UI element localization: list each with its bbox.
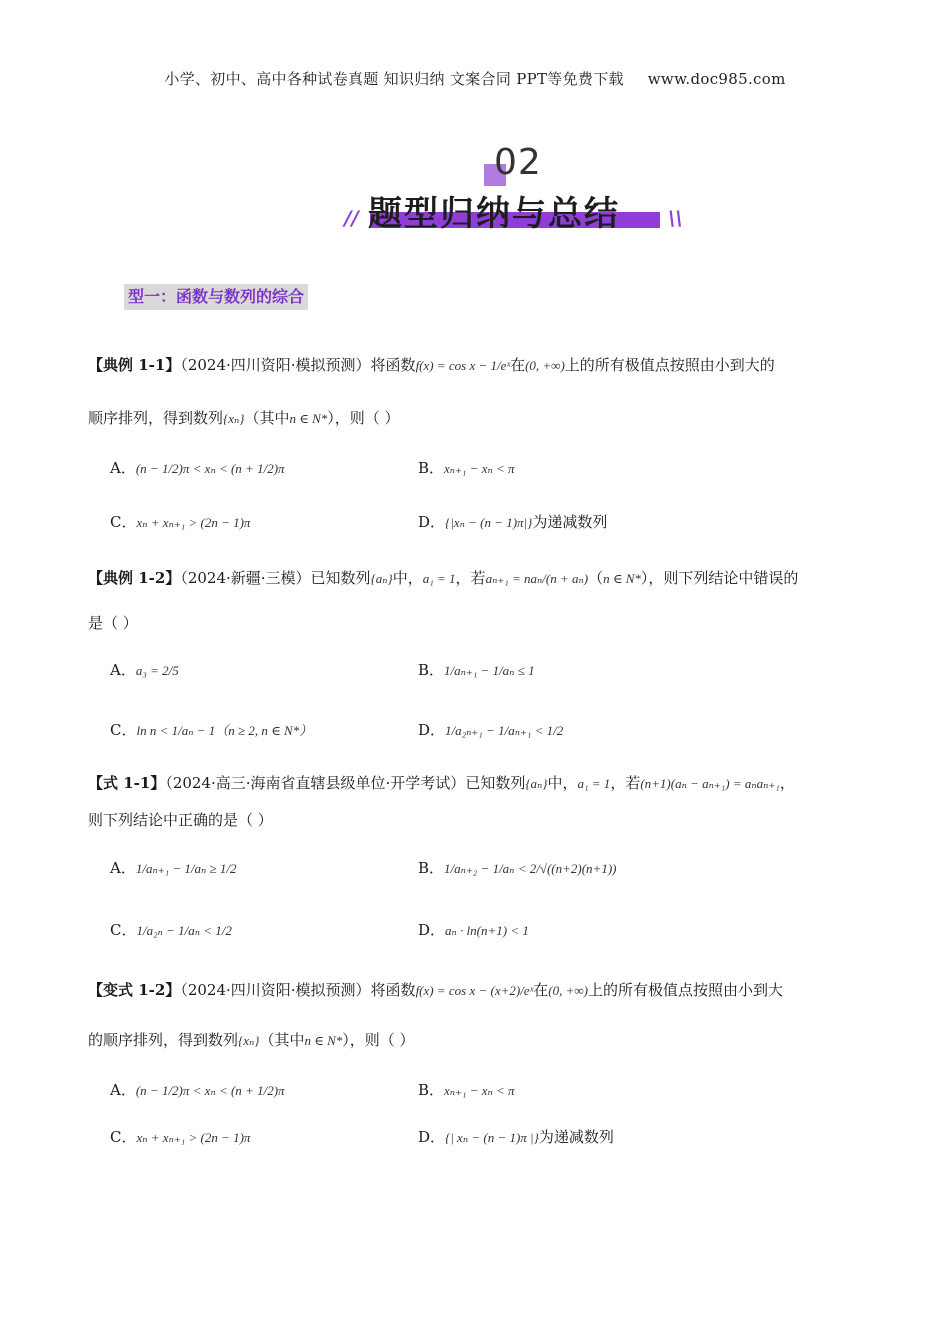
option-math: 1/a₂ₙ₊₁ − 1/aₙ₊₁ < 1/2 [445, 723, 564, 738]
question-4-line2 [88, 1030, 868, 1051]
question-text: 将函数 [370, 356, 416, 374]
option-text: 为递减数列 [538, 1128, 614, 1146]
question-text: ），则下列结论中错误的 [640, 569, 799, 587]
page-header [0, 68, 950, 89]
option-b[interactable] [418, 458, 515, 479]
banner-right-mark: \\ [668, 206, 683, 230]
option-b[interactable] [418, 660, 535, 681]
question-text: （其中 [259, 1031, 305, 1049]
math-expr: (0, +∞) [548, 983, 588, 998]
option-math: xₙ₊₁ − xₙ < π [444, 461, 515, 476]
banner-title: 题型归纳与总结 [368, 194, 620, 234]
question-source: （2024·四川资阳·模拟预测） [180, 356, 371, 374]
option-math: {|xₙ − (n − 1)π|} [445, 515, 533, 530]
question-text: 将函数 [370, 981, 416, 999]
option-label: C． [110, 921, 137, 939]
option-b[interactable] [418, 1080, 515, 1101]
option-math: xₙ₊₁ − xₙ < π [444, 1083, 515, 1098]
option-text: 为递减数列 [532, 513, 608, 531]
option-math: 1/aₙ₊₂ − 1/aₙ < 2/√((n+2)(n+1)) [444, 861, 617, 876]
option-label: A． [110, 859, 136, 877]
question-text: 顺序排列，得到数列 [88, 409, 224, 427]
math-expr: f(x) = cos x − 1/eˣ [415, 358, 511, 373]
option-c[interactable] [110, 920, 232, 941]
section-title: 型一：函数与数列的综合 [124, 284, 308, 310]
banner-number: 02 [494, 142, 542, 183]
question-4 [88, 980, 868, 1001]
question-text: （其中 [244, 409, 290, 427]
option-c[interactable] [110, 1127, 250, 1148]
question-1-line2 [88, 408, 868, 429]
option-a[interactable] [110, 858, 237, 879]
question-3 [88, 773, 868, 794]
question-text: 已知数列 [310, 569, 371, 587]
math-expr: {aₙ} [370, 571, 393, 586]
math-expr: a₁ = 1 [422, 571, 456, 586]
option-a[interactable] [110, 1080, 285, 1101]
option-a[interactable] [110, 458, 285, 479]
option-label: B． [418, 459, 445, 477]
question-text: 在 [533, 981, 549, 999]
option-math: xₙ + xₙ₊₁ > (2n − 1)π [136, 1130, 251, 1145]
option-label: D． [418, 1128, 446, 1146]
math-expr: n ∈ N* [289, 411, 328, 426]
section-banner [330, 142, 690, 242]
question-source: （2024·高三·海南省直辖县级单位·开学考试） [165, 774, 466, 792]
math-expr: a₁ = 1 [577, 776, 611, 791]
option-label: C． [110, 721, 137, 739]
option-math: (n − 1/2)π < xₙ < (n + 1/2)π [135, 461, 285, 476]
question-text: ，若 [455, 569, 486, 587]
header-text: 小学、初中、高中各种试卷真题 知识归纳 文案合同 PPT等免费下载 [164, 70, 624, 88]
question-text: ，若 [610, 774, 641, 792]
header-site: www.doc985.com [647, 70, 786, 88]
math-expr: (n+1)(aₙ − aₙ₊₁) = aₙaₙ₊₁ [640, 776, 780, 791]
question-text: 在 [510, 356, 526, 374]
math-expr: {xₙ} [238, 1033, 260, 1048]
question-text: （ [588, 569, 604, 587]
option-b[interactable] [418, 858, 616, 879]
option-math: 1/aₙ₊₁ − 1/aₙ ≥ 1/2 [135, 861, 237, 876]
option-label: B． [418, 1081, 445, 1099]
question-1 [88, 355, 868, 376]
question-text: 中， [547, 774, 578, 792]
option-label: A． [110, 661, 136, 679]
question-text: 中， [392, 569, 423, 587]
option-label: A． [110, 1081, 136, 1099]
option-d[interactable] [418, 720, 563, 741]
question-source: （2024·新疆·三模） [180, 569, 311, 587]
question-tag: 【典例 1-2】 [88, 569, 181, 587]
option-math: xₙ + xₙ₊₁ > (2n − 1)π [136, 515, 251, 530]
question-text: 上的所有极值点按照由小到大的 [564, 356, 775, 374]
option-a[interactable] [110, 660, 179, 681]
math-expr: {xₙ} [223, 411, 245, 426]
option-label: D． [418, 921, 446, 939]
question-2 [88, 568, 868, 589]
question-text: ， [779, 774, 795, 792]
question-text: 则下列结论中正确的是（ ） [88, 811, 273, 829]
option-label: A． [110, 459, 136, 477]
question-tag: 【式 1-1】 [88, 774, 166, 792]
math-expr: aₙ₊₁ = naₙ/(n + aₙ) [485, 571, 589, 586]
option-math: {| xₙ − (n − 1)π |} [445, 1130, 539, 1145]
option-math: a₃ = 2/5 [135, 663, 179, 678]
option-d[interactable] [418, 1127, 614, 1148]
option-label: B． [418, 661, 445, 679]
option-math: (n − 1/2)π < xₙ < (n + 1/2)π [135, 1083, 285, 1098]
option-label: B． [418, 859, 445, 877]
banner-left-mark: // [344, 206, 359, 230]
question-tag: 【变式 1-2】 [88, 981, 181, 999]
option-c[interactable] [110, 720, 312, 741]
question-text: 已知数列 [465, 774, 526, 792]
option-label: C． [110, 1128, 137, 1146]
math-expr: {aₙ} [525, 776, 548, 791]
option-d[interactable] [418, 920, 529, 941]
question-text: 上的所有极值点按照由小到大 [587, 981, 783, 999]
option-math: ln n < 1/aₙ − 1 [136, 723, 216, 738]
question-3-line2 [88, 810, 868, 830]
math-expr: n ∈ N* [603, 571, 641, 586]
question-tag: 【典例 1-1】 [88, 356, 181, 374]
option-label: D． [418, 721, 446, 739]
question-text: 是（ ） [88, 614, 138, 632]
option-math: （n ≥ 2, n ∈ N*） [215, 723, 313, 738]
option-label: D． [418, 513, 446, 531]
option-label: C． [110, 513, 137, 531]
option-c[interactable] [110, 512, 250, 533]
option-d[interactable] [418, 512, 607, 533]
math-expr: n ∈ N* [304, 1033, 343, 1048]
option-math: aₙ · ln(n+1) < 1 [445, 923, 529, 938]
math-expr: f(x) = cos x − (x+2)/eˣ [415, 983, 534, 998]
option-math: 1/aₙ₊₁ − 1/aₙ ≤ 1 [444, 663, 535, 678]
option-math: 1/a₂ₙ − 1/aₙ < 1/2 [136, 923, 232, 938]
question-source: （2024·四川资阳·模拟预测） [180, 981, 371, 999]
question-text: 的顺序排列，得到数列 [88, 1031, 239, 1049]
question-text: ），则（ ） [342, 1031, 415, 1049]
question-2-line2 [88, 613, 868, 633]
math-expr: (0, +∞) [525, 358, 565, 373]
question-text: ），则（ ） [327, 409, 400, 427]
